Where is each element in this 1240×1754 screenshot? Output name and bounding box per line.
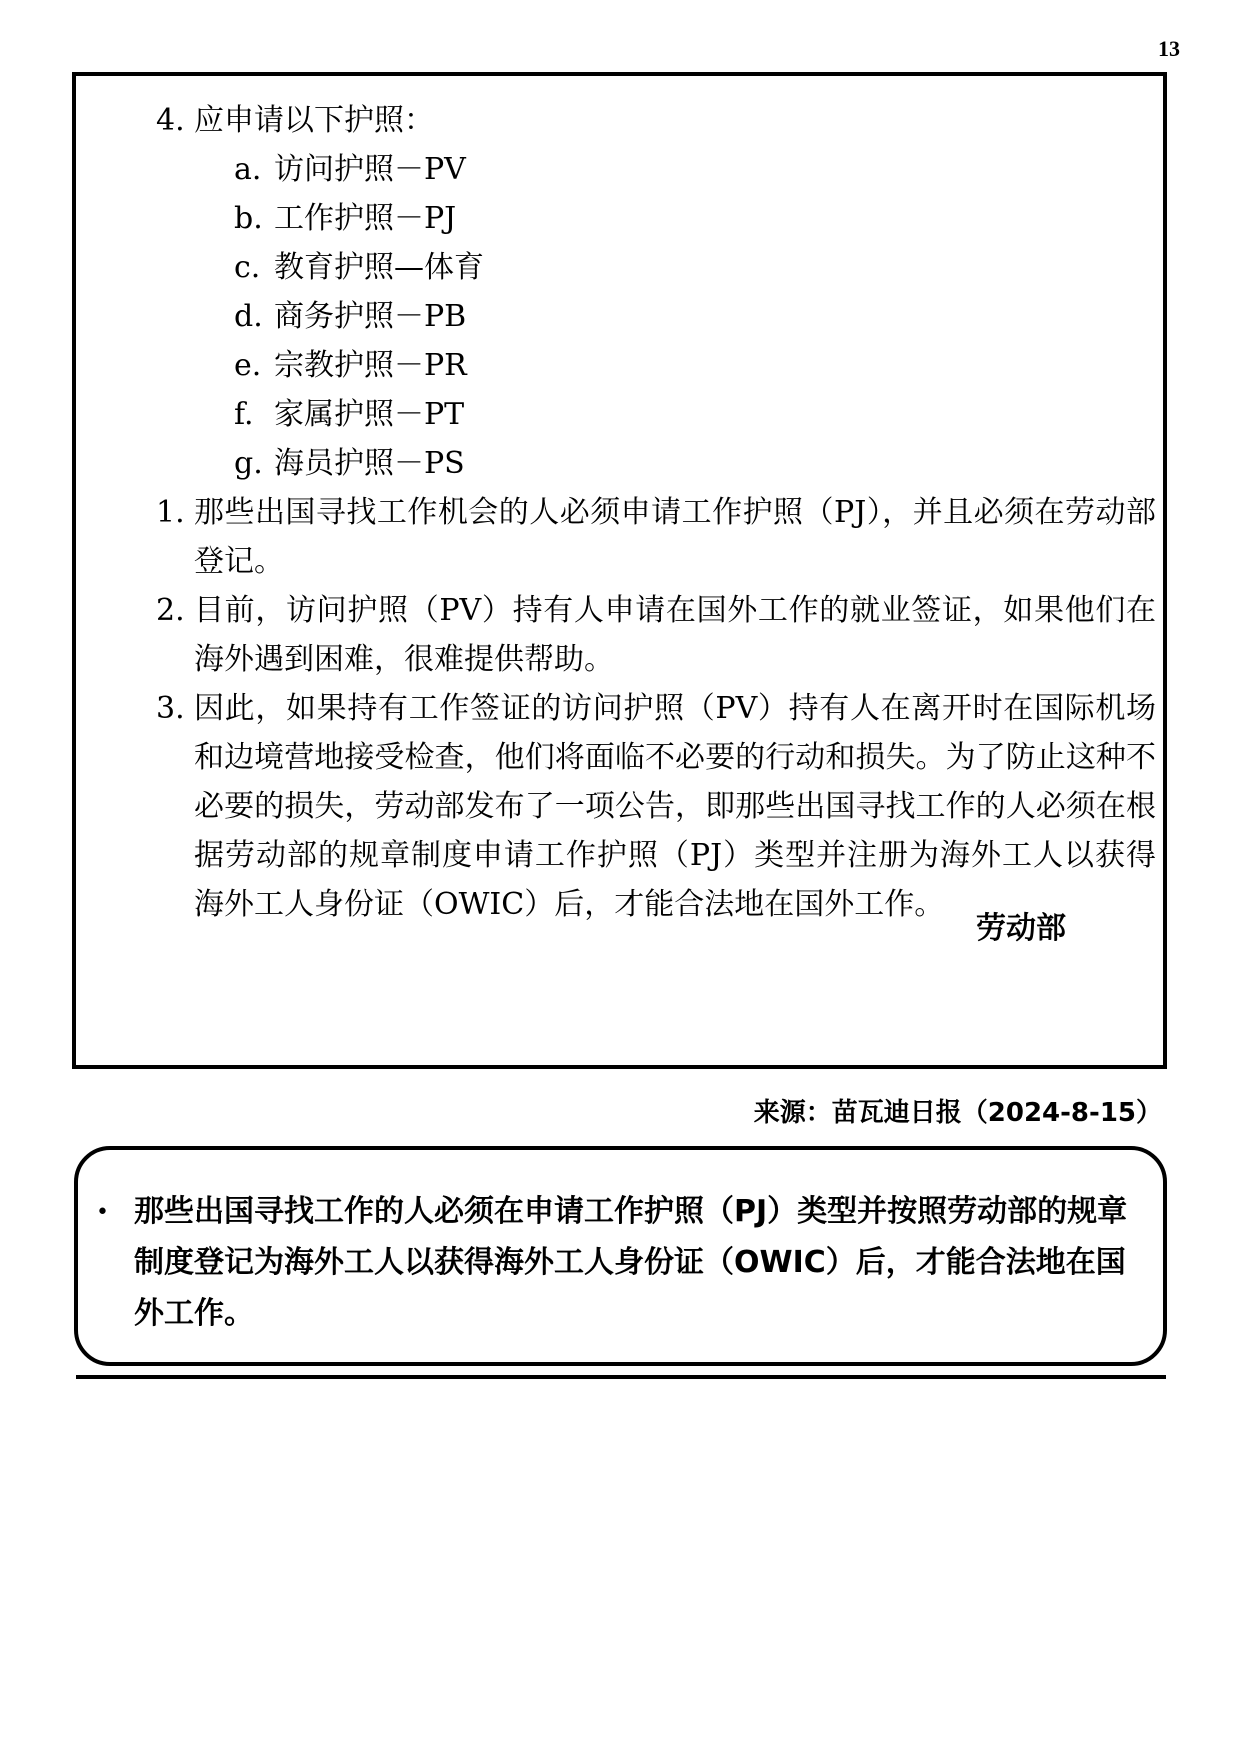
item-letter: c. [234, 250, 261, 285]
paragraph-text: 因此，如果持有工作签证的访问护照（PV）持有人在离开时在国际机场和边境营地接受检查，他们将面临不必要的行动和损失。为了防止这种不必要的损失，劳动部发布了一项公告，即那些出国寻找工作的人必须在根据劳动部的规章制度申请工作护照（PJ）类型并注册为海外工人以获得海外工人身份证（OWIC）后，才能合法地在国外工作。 [194, 691, 1156, 922]
item-letter: e. [234, 348, 262, 383]
item-text: 宗教护照－PR [274, 348, 467, 383]
passport-intro [156, 96, 1156, 145]
summary-box [74, 1146, 1167, 1366]
item-text: 访问护照－PV [274, 152, 466, 187]
paragraph-number: 1. [156, 495, 185, 530]
bullet-icon: • [96, 1200, 109, 1225]
paragraph-text: 那些出国寻找工作机会的人必须申请工作护照（PJ），并且必须在劳动部登记。 [194, 495, 1156, 579]
passport-type-item [234, 145, 1156, 194]
intro-number: 4. [156, 103, 185, 138]
item-text: 商务护照－PB [274, 299, 467, 334]
summary-text: 那些出国寻找工作的人必须在申请工作护照（PJ）类型并按照劳动部的规章制度登记为海外工人以获得海外工人身份证（OWIC）后，才能合法地在国外工作。 [134, 1194, 1128, 1331]
passport-type-list [234, 145, 1156, 488]
passport-type-item [234, 194, 1156, 243]
paragraph-number: 3. [156, 691, 185, 726]
passport-type-item [234, 292, 1156, 341]
item-text: 海员护照－PS [274, 446, 465, 481]
notice-content [156, 96, 1156, 929]
bottom-divider [76, 1375, 1166, 1379]
passport-type-item [234, 439, 1156, 488]
notice-paragraph [156, 488, 1156, 586]
item-letter: g. [234, 446, 263, 481]
paragraph-text: 目前，访问护照（PV）持有人申请在国外工作的就业签证，如果他们在海外遇到困难，很难提供帮助。 [194, 593, 1156, 677]
passport-type-item [234, 341, 1156, 390]
item-letter: d. [234, 299, 263, 334]
source-citation: 来源：苗瓦迪日报（2024-8-15） [753, 1098, 1162, 1128]
item-text: 家属护照－PT [274, 397, 465, 432]
item-letter: b. [234, 201, 263, 236]
notice-signature: 劳动部 [976, 911, 1066, 946]
item-text: 教育护照—体育 [274, 250, 484, 285]
page-number: 13 [1158, 36, 1180, 61]
passport-type-item [234, 390, 1156, 439]
item-text: 工作护照－PJ [274, 201, 457, 236]
passport-type-item [234, 243, 1156, 292]
intro-text: 应申请以下护照： [194, 103, 434, 138]
notice-paragraph [156, 586, 1156, 684]
paragraph-number: 2. [156, 593, 185, 628]
item-letter: f. [234, 397, 254, 432]
notice-paragraph [156, 684, 1156, 929]
item-letter: a. [234, 152, 262, 187]
